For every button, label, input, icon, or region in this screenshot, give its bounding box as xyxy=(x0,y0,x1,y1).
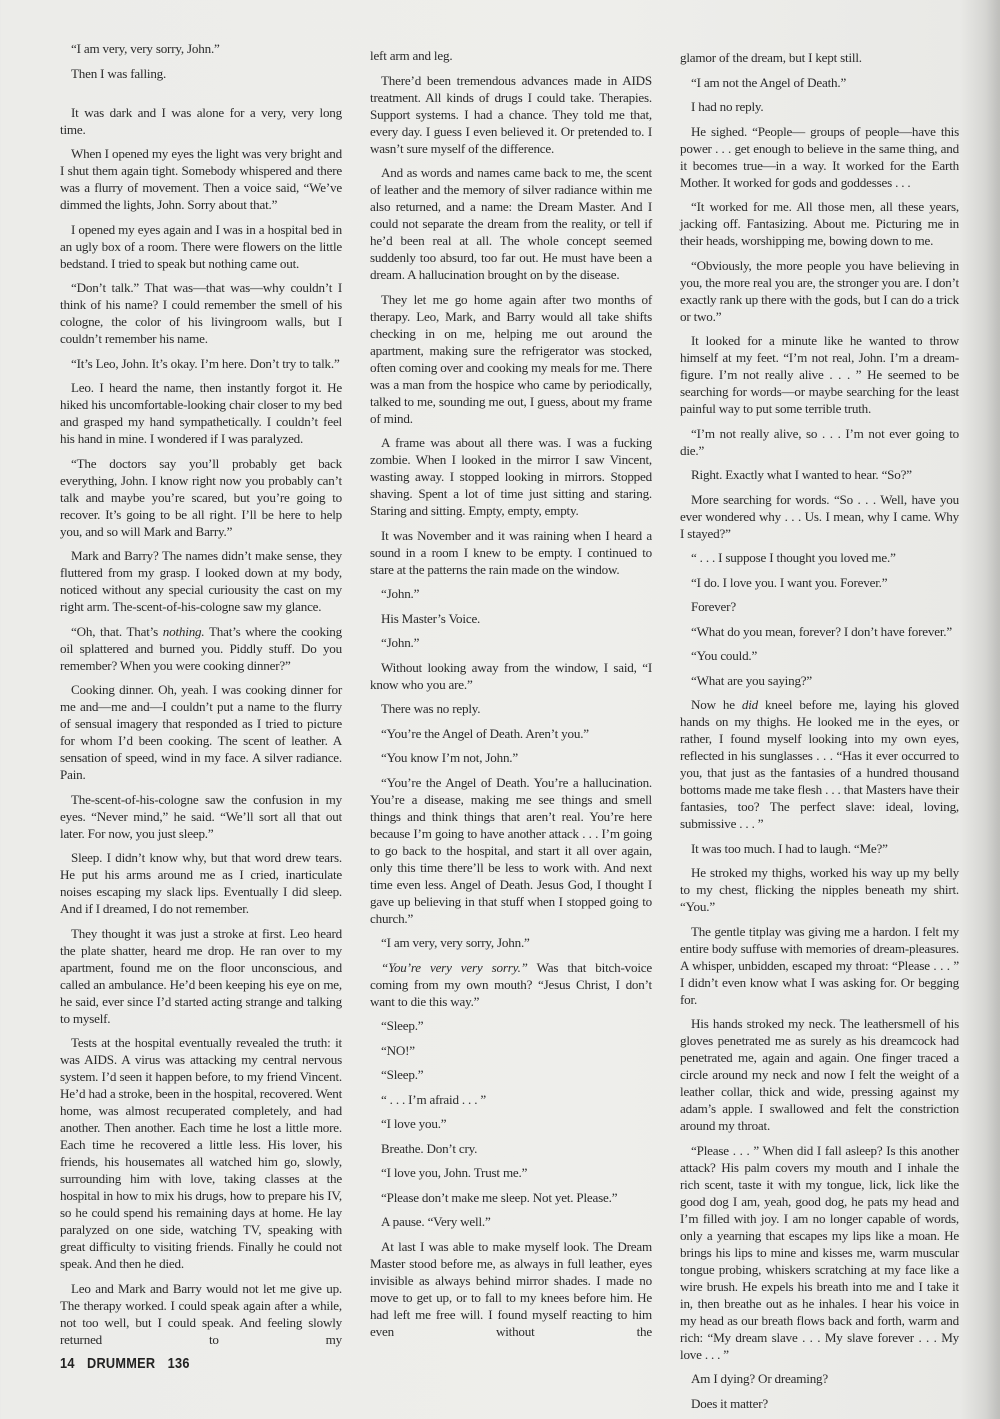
text-run: “John.” xyxy=(381,586,420,601)
text-run: I opened my eyes again and I was in a hospital bed in an ugly box of a room. There were flowers on the little bedstand. I tried to speak but nothing came out. xyxy=(60,221,342,271)
paragraph xyxy=(680,332,959,417)
text-run: “I am very, very sorry, John.” xyxy=(71,41,220,56)
paragraph xyxy=(370,1238,652,1340)
paragraph xyxy=(370,1189,652,1206)
text-run: “Please don’t make me sleep. Not yet. Please.” xyxy=(381,1189,618,1205)
text-run: “It worked for me. All those men, all these years, jacking off. Fantasizing. About me. Picturing me in their heads, worshipping me, bowing down to me. xyxy=(680,199,959,248)
paragraph xyxy=(60,279,342,347)
text-run: I had no reply. xyxy=(691,99,764,114)
paragraph xyxy=(680,647,959,664)
text-run: “You’re the Angel of Death. You’re a hallucination. You’re a disease, making me see things and smell things and think things that aren’t real. You’re here because I’m going to have another attack . . . I’m going to go back to the hospital, and start it all over again, only this time there’ll be less to work with. And next time even less. Angel of Death. Jesus God, I thought I gave up believing in that stuff when I stopped going to church.” xyxy=(370,774,652,926)
italic-text: “You’re very very sorry.” xyxy=(381,959,528,975)
text-run: Leo. I heard the name, then instantly forgot it. He hiked his uncomfortable-looking chair closer to my bed and grasped my hand sympathetically. I couldn’t feel his hand in mine. I wondered if I was paralyzed. xyxy=(60,380,342,446)
paragraph xyxy=(370,47,652,64)
paragraph xyxy=(370,527,652,578)
paragraph xyxy=(370,434,652,519)
text-column-3 xyxy=(680,49,959,1419)
paragraph xyxy=(680,123,959,191)
paragraph xyxy=(60,455,342,540)
paragraph xyxy=(60,40,342,57)
paragraph xyxy=(680,574,959,591)
text-run: “The doctors say you’ll probably get back everything, John. I know right now you probably can’t talk and maybe you’re scared, but you’re going to recover. It’s going to be all right. I’ll be here to help you, and so will Mark and Barry.” xyxy=(60,455,342,539)
paragraph xyxy=(680,425,959,459)
text-run: Am I dying? Or dreaming? xyxy=(691,1371,829,1386)
text-run: The-scent-of-his-cologne saw the confusion in my eyes. “Never mind,” he said. “We’ll sort all that out later. For now, you just sleep.” xyxy=(60,791,342,841)
text-run: A frame was about all there was. I was a fucking zombie. When I looked in the mirror I saw Vincent, wasting away. I stopped looking in mirrors. Stopped shaving. Spent a lot of time just sitting and staring. Staring and sitting. Empty, empty, empty. xyxy=(370,435,652,518)
paragraph xyxy=(370,1140,652,1157)
text-run: “I do. I love you. I want you. Forever.” xyxy=(691,574,888,590)
text-run: “NO!” xyxy=(381,1042,415,1058)
paragraph xyxy=(370,634,652,651)
issue-number: 136 xyxy=(167,1355,190,1372)
paragraph xyxy=(680,864,959,915)
text-run: He stroked my thighs, worked his way up my belly to my chest, flicking the nipples beneath my shirt. “You.” xyxy=(680,865,959,914)
text-run: It was November and it was raining when I heard a sound in a room I knew to be empty. I continued to stare at the patterns the rain made on the window. xyxy=(370,527,652,577)
text-run: “ . . . I’m afraid . . . ” xyxy=(381,1091,486,1107)
text-run: “You could.” xyxy=(691,648,758,663)
text-run: “I love you.” xyxy=(381,1116,447,1131)
paragraph xyxy=(370,1042,652,1059)
text-column-2 xyxy=(370,47,652,1347)
paragraph xyxy=(370,610,652,627)
text-run: He sighed. “People— groups of people—have this power . . . get enough to believe in the same thing, and it becomes true—in a way. It worked for the Earth Mother. It worked for gods and goddesses . . . xyxy=(680,123,959,190)
text-run: “Please . . . ” When did I fall asleep? Is this another attack? His palm covers my mouth and I inhale the rich scent, taste it with my tongue, lick, lick like the good dog I am, yeah, good dog, he pats my head and I’m filled with joy. I am no longer capable of words, only a yearning that escapes my lips like a moan. He brings his lips to mine and kisses me, warm muscular tongue probing, whiskers scratching at my face like a wire brush. He expels his breath into me and I take it in, then breathe out as he inhales. I hear his voice in my head as our breath flows back and forth, warm and rich: “My dream slave . . . My slave forever . . . My love . . . ” xyxy=(680,1142,959,1362)
text-run: A pause. “Very well.” xyxy=(381,1214,491,1229)
text-run: There’d been tremendous advances made in AIDS treatment. All kinds of drugs I could take. Therapies. Support systems. I had a chance. They told me that, every day. I guess I even believed it. Or pretended to. I wasn’t sure myself of the difference. xyxy=(370,72,652,156)
paragraph xyxy=(370,749,652,766)
paragraph xyxy=(370,1213,652,1230)
text-run: When I opened my eyes the light was very bright and I shut them again tight. Somebody whispered and there was a flurry of movement. Then a voice said, “We’ve dimmed the lights, John. Sorry about that.” xyxy=(60,146,342,212)
paragraph xyxy=(680,672,959,689)
paragraph xyxy=(680,98,959,115)
paragraph xyxy=(680,1015,959,1134)
text-run: Does it matter? xyxy=(691,1395,768,1411)
text-run: “What do you mean, forever? I don’t have forever.” xyxy=(691,623,952,639)
paragraph xyxy=(60,925,342,1027)
paragraph xyxy=(60,1280,342,1348)
paragraph xyxy=(680,1142,959,1363)
text-run: “You know I’m not, John.” xyxy=(381,750,518,765)
text-run: And as words and names came back to me, the scent of leather and the memory of silver radiance within me also returned, and a name: the Dream Master. And I could not separate the dream from the reality, or tell if he’d been real at all. The whole concept seemed suddenly too absurd, too far out. He must have been a dream. A hallucination brought on by the disease. xyxy=(370,165,652,282)
text-run: Mark and Barry? The names didn’t make sense, they fluttered from my grasp. I looked down at my body, noticed without any special curiousity the cast on my right arm. The-scent-of-his-cologne saw my glance. xyxy=(60,548,342,614)
paragraph xyxy=(60,681,342,783)
paragraph xyxy=(370,585,652,602)
text-run: “Obviously, the more people you have believing in you, the more real you are, the stronger you are. I don’t exactly rank up there with the gods, but I can do a trick or two.” xyxy=(680,257,959,324)
text-run: It was dark and I was alone for a very, very long time. xyxy=(60,104,342,137)
paragraph xyxy=(370,959,652,1010)
paragraph xyxy=(60,791,342,842)
text-run: “Don’t talk.” That was—that was—why couldn’t I think of his name? I could remember the smell of his cologne, the color of his livingroom walls, but I couldn’t remember his name. xyxy=(60,280,342,346)
paragraph xyxy=(370,934,652,951)
text-run: “Sleep.” xyxy=(381,1067,424,1082)
paragraph xyxy=(60,849,342,917)
paragraph xyxy=(680,74,959,91)
paragraph xyxy=(680,549,959,566)
text-run: That’s where the cooking oil splattered and burned you. Piddly stuff. Do you remember? When you were cooking dinner?” xyxy=(60,623,342,673)
paragraph xyxy=(60,1034,342,1272)
paragraph xyxy=(680,198,959,249)
paragraph xyxy=(370,774,652,927)
text-run: “Oh, that. That’s xyxy=(71,623,163,639)
text-run: Forever? xyxy=(691,599,736,614)
text-run: “ . . . I suppose I thought you loved me.” xyxy=(691,550,896,565)
text-run: Breathe. Don’t cry. xyxy=(381,1140,478,1156)
text-run: More searching for words. “So . . . Well, have you ever wondered why . . . Us. I mean, why I came. Why I stayed?” xyxy=(680,491,959,541)
text-run: His Master’s Voice. xyxy=(381,610,481,626)
paragraph xyxy=(60,104,342,138)
text-run: It looked for a minute like he wanted to throw himself at my feet. “I’m not real, John. I’m a dream-figure. I’m not really alive . . . ” He seemed to be searching for words—or maybe searching for the least painful way to put some terrible truth. xyxy=(680,333,959,416)
paragraph xyxy=(370,1164,652,1181)
text-run: “It’s Leo, John. It’s okay. I’m here. Don’t try to talk.” xyxy=(71,355,340,371)
paragraph xyxy=(370,700,652,717)
paragraph xyxy=(680,257,959,325)
paragraph xyxy=(370,164,652,283)
paragraph xyxy=(680,1395,959,1412)
text-run: “I am very, very sorry, John.” xyxy=(381,935,530,950)
text-run: Without looking away from the window, I said, “I know who you are.” xyxy=(370,659,652,692)
paragraph xyxy=(370,725,652,742)
text-run: They thought it was just a stroke at first. Leo heard the plate shatter, heard me drop. He ran over to my apartment, found me on the floor unconscious, and called an ambulance. He’d been keeping his eye on me, he said, ever since I’d started acting strange and talking to myself. xyxy=(60,925,342,1026)
text-run: Was that bitch-voice coming from my own mouth? “Jesus Christ, I don’t want to die this way.” xyxy=(370,959,652,1009)
text-run: Sleep. I didn’t know why, but that word drew tears. He put his arms around me as I cried, inarticulate noises escaping my slack lips. Eventually I did sleep. And if I dreamed, I do not remember. xyxy=(60,850,342,916)
text-run: The gentle titplay was giving me a hardon. I felt my entire body suffuse with memories of dream-pleasures. A whisper, unbidden, escaped my throat: “Please . . . ” I didn’t even know what I was asking for. Or begging for. xyxy=(680,923,959,1007)
text-run: Leo and Mark and Barry would not let me give up. The therapy worked. I could speak again after a while, not too well, but I could speak. And feeling slowly returned to my xyxy=(60,1280,342,1347)
italic-text: nothing. xyxy=(162,623,205,639)
paragraph xyxy=(680,466,959,483)
text-run: It was too much. I had to laugh. “Me?” xyxy=(691,840,888,856)
paragraph xyxy=(60,623,342,674)
text-run: “Sleep.” xyxy=(381,1018,424,1033)
paragraph xyxy=(370,1066,652,1083)
page-footer xyxy=(60,1355,300,1373)
paragraph xyxy=(680,696,959,832)
text-run: His hands stroked my neck. The leathersmell of his gloves penetrated me as surely as his dreamcock had penetrated me, again and again. One finger traced a circle around my neck and now I felt the weight of a leather collar, thick and wide, pressing against my adam’s apple. I swallowed and felt the constriction around my throat. xyxy=(680,1016,959,1133)
paragraph xyxy=(370,1115,652,1132)
text-run: glamor of the dream, but I kept still. xyxy=(680,50,862,65)
paragraph xyxy=(680,923,959,1008)
paragraph xyxy=(60,355,342,372)
text-run: “I’m not really alive, so . . . I’m not ever going to die.” xyxy=(680,425,959,458)
text-run: “John.” xyxy=(381,635,420,650)
paragraph xyxy=(680,840,959,857)
paragraph xyxy=(60,379,342,447)
text-run: kneel before me, laying his gloved hands on my thighs. He looked me in the eyes, or rather, I found myself looking into my own eyes, reflected in his sunglasses . . . “Has it ever occurred to you, that just as the fantasies of a hundred thousand bottoms made me take flesh . . . that Masters have their fantasies, too? The perfect slave: ideal, loving, submissive . . . ” xyxy=(680,697,959,831)
text-run: At last I was able to make myself look. The Dream Master stood before me, as always in full leather, eyes invisible as always behind mirror shades. I made no move to get up, or to fall to my knees before him. He had left me free will. I found myself reacting to him even without the xyxy=(370,1238,652,1339)
paragraph xyxy=(680,598,959,615)
text-run: Cooking dinner. Oh, yeah. I was cooking dinner for me and—me and—I couldn’t put a name to the flurry of sensual imagery that responded as I tried to picture for whom I’d been cooking. The scent of leather. A sensation of speed, wind in my face. A silver radiance. Pain. xyxy=(60,682,342,782)
paragraph xyxy=(370,291,652,427)
paragraph xyxy=(370,1017,652,1034)
text-run: “I love you, John. Trust me.” xyxy=(381,1165,528,1180)
paragraph xyxy=(60,547,342,615)
text-run: They let me go home again after two months of therapy. Leo, Mark, and Barry would all take shifts checking in on me, helping me out around the apartment, making sure the refrigerator was stocked, often coming over and cooking my meals for me. There was a man from the hospice who came by periodically, talked to me, sounding me out, I guess, about my frame of mind. xyxy=(370,291,652,426)
paragraph xyxy=(370,1091,652,1108)
paragraph xyxy=(370,72,652,157)
text-column-1 xyxy=(60,40,342,1373)
text-run: left arm and leg. xyxy=(370,48,453,63)
paragraph xyxy=(680,49,959,66)
paragraph xyxy=(370,659,652,693)
text-run: “What are you saying?” xyxy=(691,672,813,688)
paragraph xyxy=(680,1370,959,1387)
paragraph xyxy=(680,491,959,542)
paragraph xyxy=(60,65,342,82)
paragraph xyxy=(60,221,342,272)
magazine-name: DRUMMER xyxy=(87,1355,156,1372)
text-run: “You’re the Angel of Death. Aren’t you.” xyxy=(381,725,589,741)
text-run: Then I was falling. xyxy=(71,65,167,81)
page-number: 14 xyxy=(60,1355,75,1372)
text-run: “I am not the Angel of Death.” xyxy=(691,74,847,90)
text-run: There was no reply. xyxy=(381,701,481,716)
italic-text: did xyxy=(741,697,758,712)
paragraph xyxy=(680,623,959,640)
text-run: Now he xyxy=(691,697,742,712)
text-run: Tests at the hospital eventually revealed the truth: it was AIDS. A virus was attacking my central nervous system. I’d seen it happen before, to my friend Vincent. He’d had a stroke, been in the hospital, recovered. Went home, was almost recuperated completely, and had another. Then another. Each time he lost a little more. Each time he recovered a little less. His lover, his friends, his housemates all watched him go, slowly, surrounding him with love, taking classes at the hospital in how to mix his drugs, how to prepare his IV, so he could spend his remaining days at home. He lay paralyzed on one side, watching TV, speaking with great difficulty to visiting friends. Finally he could not speak. And then he died. xyxy=(60,1035,343,1271)
text-run: Right. Exactly what I wanted to hear. “So?” xyxy=(691,467,912,482)
paragraph xyxy=(60,145,342,213)
